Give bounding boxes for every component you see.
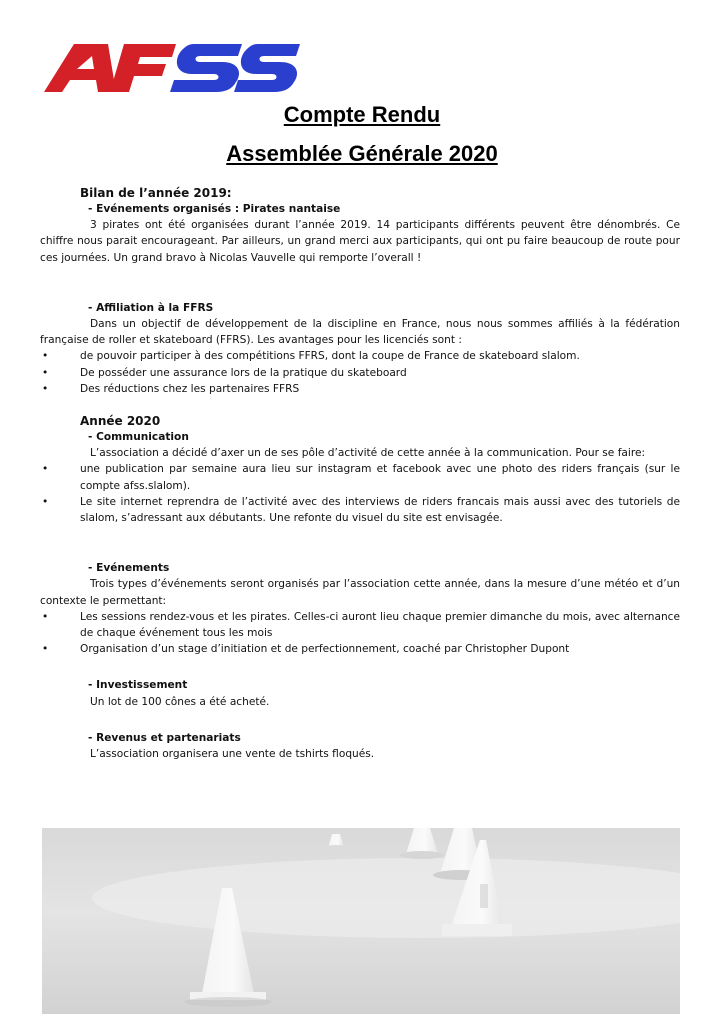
document-body — [40, 185, 680, 762]
list-item: • de pouvoir participer à des compétitions FFRS, dont la coupe de France de skateboard slalom. — [40, 348, 680, 364]
investment-heading: - Investissement — [88, 679, 188, 692]
afss-logo — [44, 40, 300, 96]
section-2020-heading: Année 2020 — [80, 414, 161, 429]
events-2020-heading: - Evénements — [88, 562, 170, 575]
list-item: • De posséder une assurance lors de la pratique du skateboard — [40, 365, 680, 381]
list-item: • une publication par semaine aura lieu sur instagram et facebook avec une photo des riders français (sur le compte afss.slalom). — [40, 461, 680, 493]
communication-list — [40, 461, 680, 526]
events-2020-text: Trois types d’événements seront organisés par l’association cette année, dans la mesure d’une météo et d’un contexte le permettant: — [40, 578, 680, 607]
slalom-cones-photo — [42, 828, 680, 1014]
communication-text: L’association a décidé d’axer un de ses pôle d’activité de cette année à la communication. Pour se faire: — [90, 447, 646, 460]
list-item: • Des réductions chez les partenaires FFRS — [40, 381, 680, 397]
section-2019-heading: Bilan de l’année 2019: — [80, 186, 232, 200]
document-title: Compte Rendu — [283, 102, 441, 127]
revenue-text: L’association organisera une vente de tshirts floqués. — [90, 748, 375, 761]
affiliation-heading: - Affiliation à la FFRS — [88, 301, 214, 314]
list-item: • Le site internet reprendra de l’activité avec des interviews de riders francais mais aussi avec des tutoriels de slalom, s’adressant aux débutants. Une refonte du visuel du site est envisagée. — [40, 494, 680, 526]
list-item: • Les sessions rendez-vous et les pirates. Celles-ci auront lieu chaque premier dimanche du mois, avec alternance de chaque événement tous les mois — [40, 609, 680, 641]
list-item: • Organisation d’un stage d’initiation et de perfectionnement, coaché par Christopher Dupont — [40, 641, 680, 657]
events-2019-text: 3 pirates ont été organisées durant l’année 2019. 14 participants différents peuvent être dénombrés. Ce chiffre nous parait encourageant. Par ailleurs, un grand merci aux participants, qui ont pu faire beaucoup de route pour ces journées. Un grand bravo à Nicolas Vauvelle qui remporte l’overall ! — [40, 219, 680, 264]
affiliation-list — [40, 348, 680, 397]
events-2020-list — [40, 609, 680, 658]
revenue-heading: - Revenus et partenariats — [88, 731, 241, 744]
communication-heading: - Communication — [88, 431, 189, 444]
events-2019-heading: - Evénements organisés : Pirates nantaise — [88, 203, 341, 215]
investment-text: Un lot de 100 cônes a été acheté. — [90, 695, 270, 708]
document-subtitle: Assemblée Générale 2020 — [226, 141, 498, 166]
affiliation-text: Dans un objectif de développement de la discipline en France, nous nous sommes affiliés à la fédération française de roller et skateboard (FFRS). Les avantages pour les licenciés sont : — [40, 318, 680, 347]
